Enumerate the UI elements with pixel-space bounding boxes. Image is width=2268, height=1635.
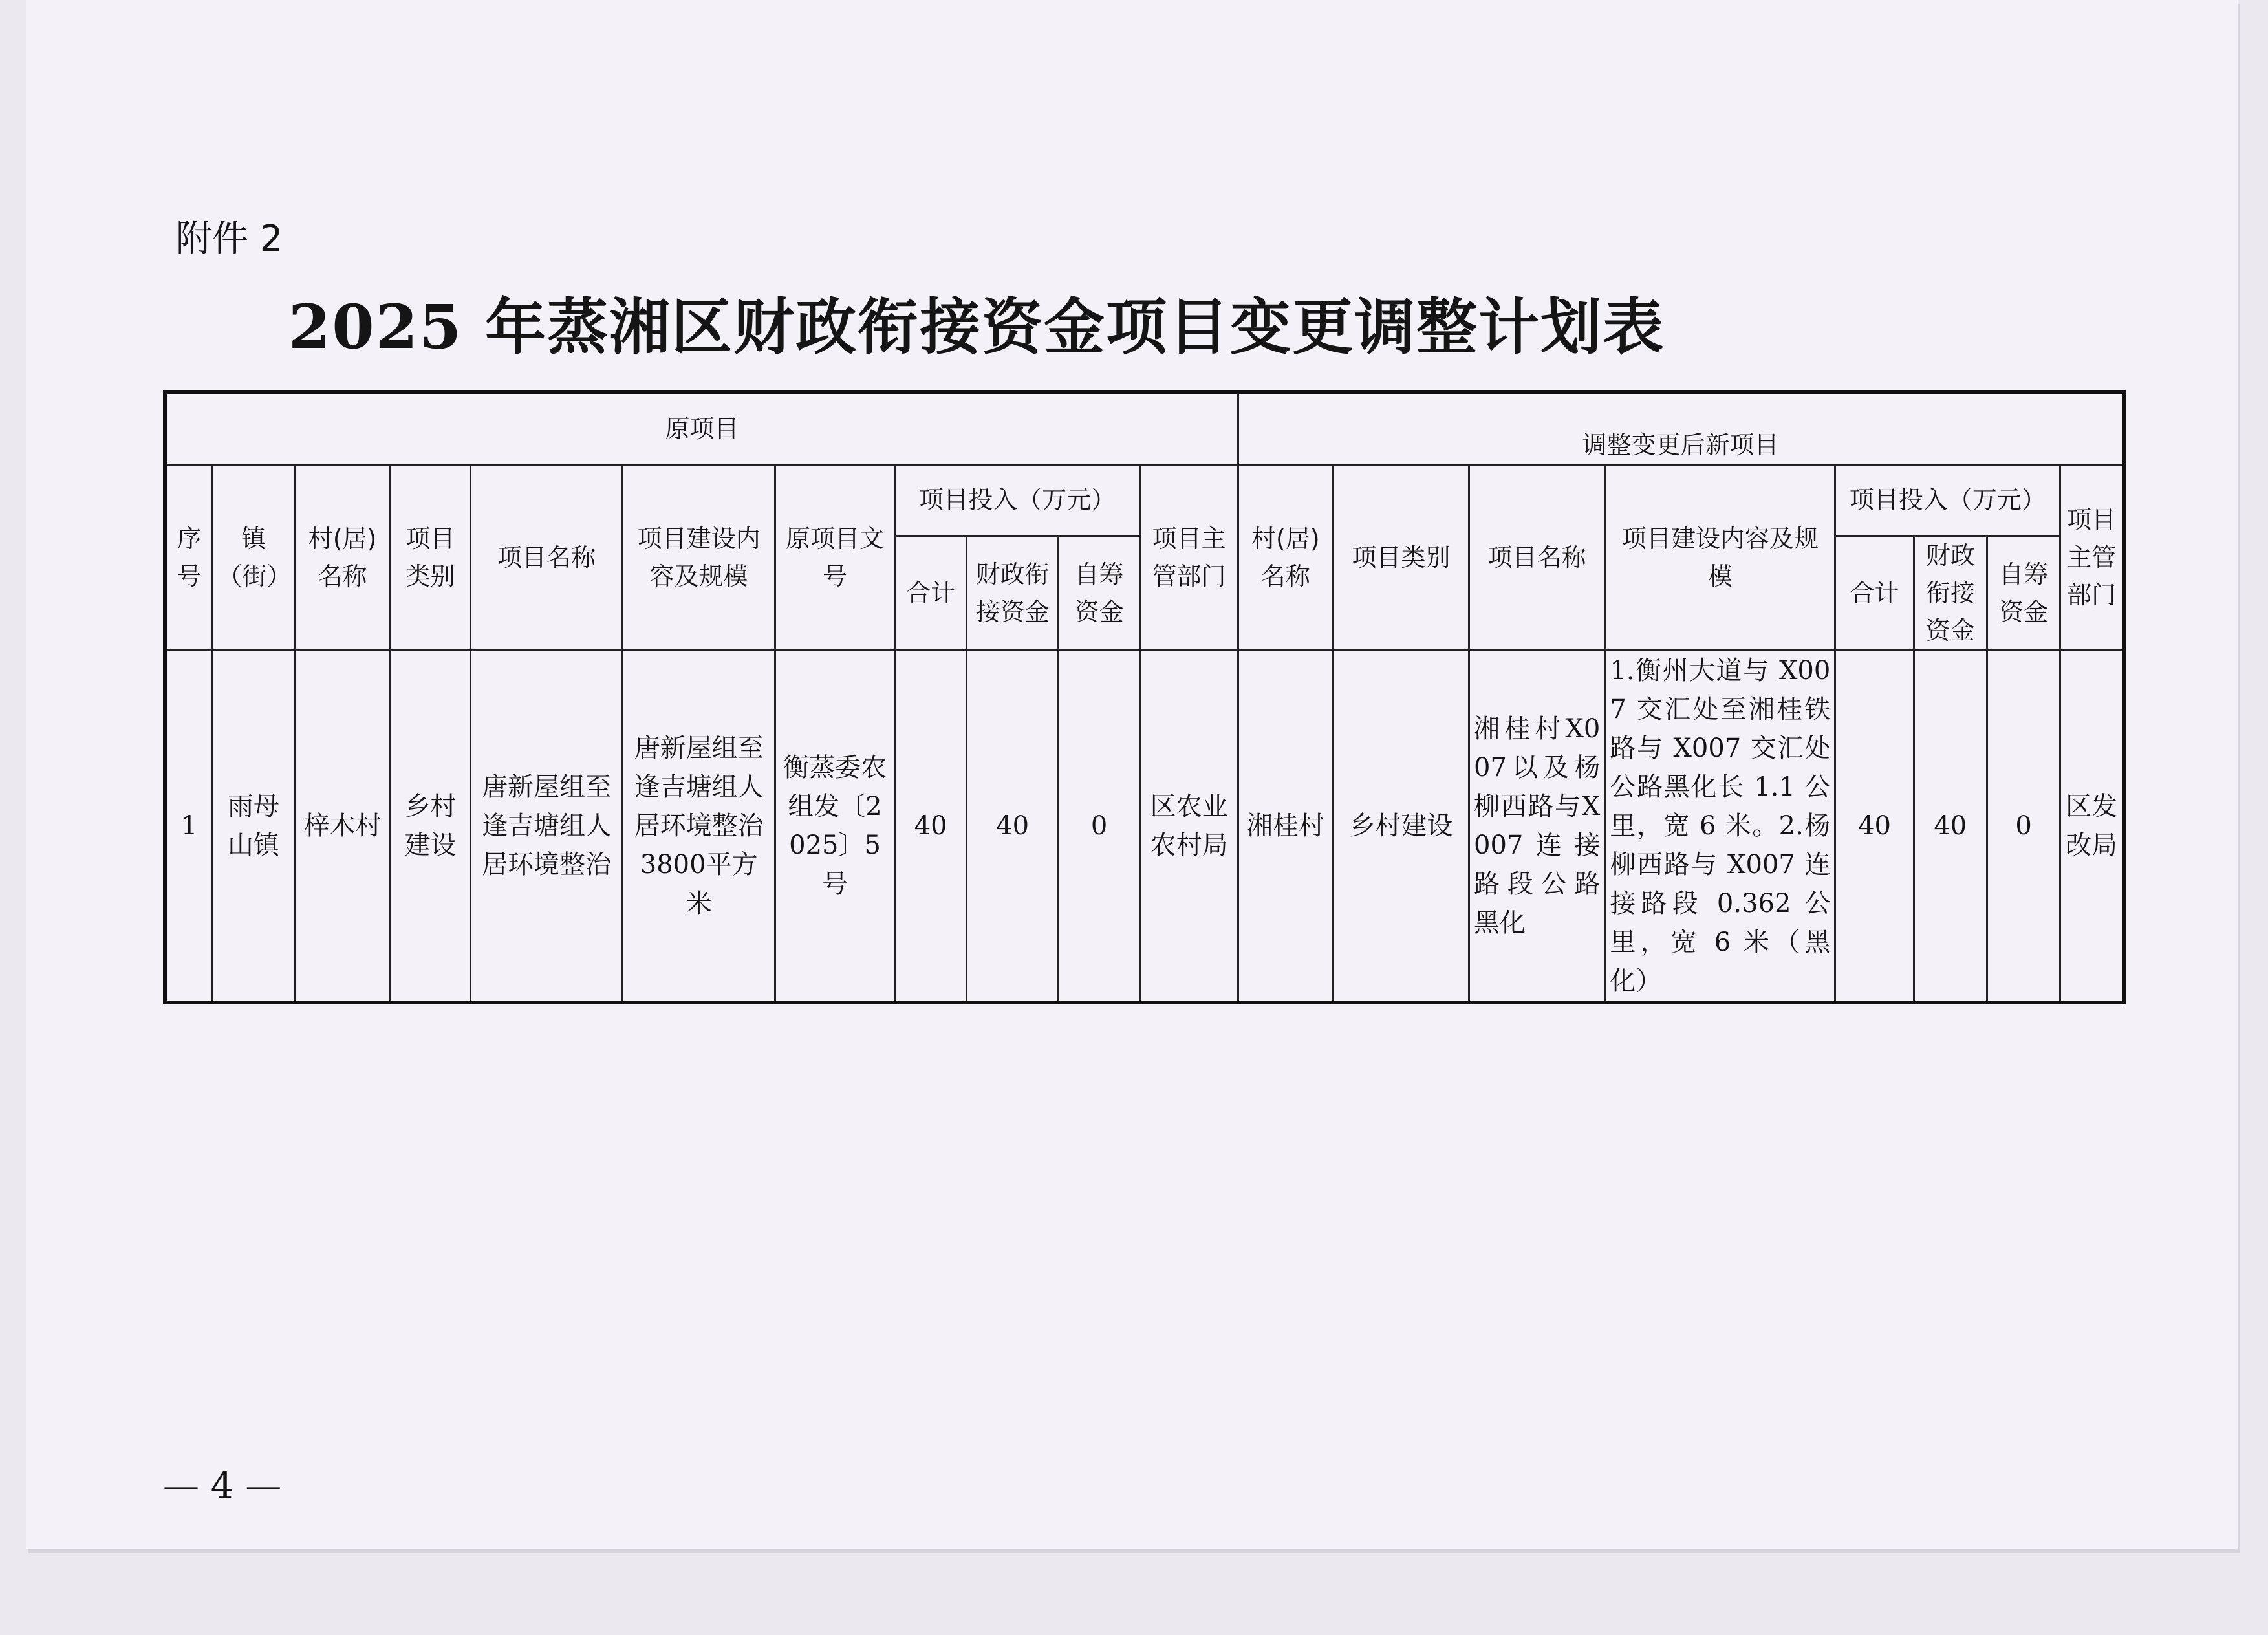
header-row-group — [165, 392, 2124, 464]
col-investment: 项目投入（万元） — [895, 464, 1140, 536]
col-doc-no: 原项目文号 — [775, 464, 895, 650]
plan-table — [163, 390, 2126, 1004]
col-village: 村(居)名称 — [294, 464, 391, 650]
col-content-scale: 项目建设内容及规模 — [623, 464, 775, 650]
original-project-group-header: 原项目 — [165, 392, 1238, 464]
cell-new-fiscal: 40 — [1914, 650, 1987, 1002]
cell-village: 梓木村 — [294, 650, 391, 1002]
col-new-category: 项目类别 — [1333, 464, 1469, 650]
col-dept: 项目主管部门 — [1140, 464, 1238, 650]
col-town: 镇（街） — [213, 464, 294, 650]
col-seq: 序号 — [165, 464, 213, 650]
col-category: 项目类别 — [391, 464, 470, 650]
cell-total: 40 — [895, 650, 967, 1002]
cell-dept: 区农业农村局 — [1140, 650, 1238, 1002]
col-new-self: 自筹资金 — [1987, 536, 2060, 650]
col-self: 自筹资金 — [1058, 536, 1139, 650]
col-new-content-scale: 项目建设内容及规模 — [1605, 464, 1835, 650]
table-row — [165, 650, 2124, 1002]
col-fiscal: 财政衔接资金 — [967, 536, 1059, 650]
col-project-name: 项目名称 — [470, 464, 623, 650]
col-new-fiscal: 财政衔接资金 — [1914, 536, 1987, 650]
cell-category: 乡村建设 — [391, 650, 470, 1002]
cell-new-total: 40 — [1835, 650, 1914, 1002]
cell-fiscal: 40 — [967, 650, 1059, 1002]
cell-new-category: 乡村建设 — [1333, 650, 1469, 1002]
cell-new-dept: 区发改局 — [2060, 650, 2124, 1002]
page-number: — 4 — — [163, 1465, 282, 1507]
cell-project-name: 唐新屋组至逢吉塘组人居环境整治 — [470, 650, 623, 1002]
col-new-dept: 项目主管部门 — [2060, 464, 2124, 650]
cell-doc-no: 衡蒸委农组发〔2025〕5号 — [775, 650, 895, 1002]
header-row-main — [165, 464, 2124, 536]
attachment-label: 附件 2 — [176, 218, 283, 260]
cell-content-scale: 唐新屋组至逢吉塘组人居环境整治3800平方米 — [623, 650, 775, 1002]
cell-new-village: 湘桂村 — [1238, 650, 1334, 1002]
cell-self: 0 — [1058, 650, 1139, 1002]
page-title: 2025 年蒸湘区财政衔接资金项目变更调整计划表 — [288, 292, 1665, 363]
col-new-project-name: 项目名称 — [1469, 464, 1605, 650]
cell-seq: 1 — [165, 650, 213, 1002]
cell-new-content-scale: 1.衡州大道与 X007 交汇处至湘桂铁路与 X007 交汇处公路黑化长 1.1 公里，宽 6 米。2.杨柳西路与 X007 连接路段 0.362 公里，宽 6 米（黑化） — [1605, 650, 1835, 1002]
cell-town: 雨母山镇 — [213, 650, 294, 1002]
new-project-group-header: 调整变更后新项目 — [1238, 392, 2124, 464]
col-new-village: 村(居)名称 — [1238, 464, 1334, 650]
col-new-investment: 项目投入（万元） — [1835, 464, 2060, 536]
cell-new-self: 0 — [1987, 650, 2060, 1002]
col-total: 合计 — [895, 536, 967, 650]
col-new-total: 合计 — [1835, 536, 1914, 650]
cell-new-project-name: 湘桂村X007以及杨柳西路与X007连接路段公路黑化 — [1469, 650, 1605, 1002]
